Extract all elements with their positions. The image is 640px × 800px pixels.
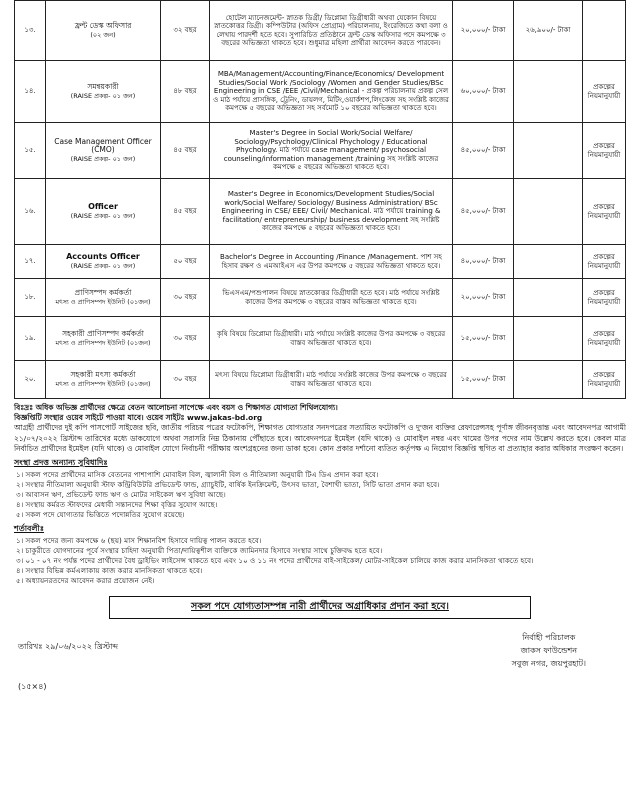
salary-max [514, 245, 583, 279]
salary-min: ৪৫,০০০/- টাকা [453, 123, 514, 179]
salary-min: ১৫,০০০/- টাকা [453, 361, 514, 399]
job-row [15, 1, 626, 61]
term-item: ১। সকল পদের জন্য কমপক্ষে ৬ (ছয়) মাস শিক্ষানবিশ হিসাবে দায়িত্ব পালন করতে হবে। [16, 536, 262, 546]
job-row [15, 279, 626, 317]
terms-title: শর্তাবলীঃ [14, 524, 45, 534]
serial-number: ২০. [15, 361, 46, 399]
signatory-title: নির্বাহী পরিচালক [522, 633, 576, 643]
post-name-cell [46, 361, 161, 399]
age-limit: ৪৮ বছর [161, 61, 210, 123]
post-name: প্রাণিসম্পদ কর্মকর্তা [74, 288, 132, 298]
post-name-cell [46, 123, 161, 179]
job-row [15, 61, 626, 123]
job-row [15, 245, 626, 279]
post-name-cell [46, 245, 161, 279]
serial-number: ১৫. [15, 123, 46, 179]
post-name-cell [46, 317, 161, 361]
salary-max [514, 123, 583, 179]
post-count: মৎস্য ও প্রাণিসম্পদ ইউনিট (০১জন) [55, 338, 151, 347]
qualification: Master's Degree in Economics/Development Studies/Social work/Social Welfare/ Sociology/ Business Administration/ BSc Engineering in CSE/ EEE/ Civil/ Mechanical. মাঠ পর্যায়ে training & facilitation/ entrepreneurship/ business development সহ সংশ্লিষ্ট কাজের কমপক্ষে ৫ বছরের অভিজ্ঞতা থাকতে হবে। [210, 179, 453, 245]
project-rule: প্রকল্পের নিয়মানুযায়ী [583, 61, 626, 123]
post-name-cell [46, 61, 161, 123]
post-count: মৎস্য ও প্রাণিসম্পদ ইউনিট (০১জন) [55, 297, 151, 306]
qualification: মৎস্য বিষয়ে ডিপ্লোমা ডিগ্রীধারী। মাঠ পর্যায়ে সংশ্লিষ্ট কাজের উপর কমপক্ষে ৩ বছরের বাস্তব অভিজ্ঞতা থাকতে হবে। [210, 361, 453, 399]
organization-address: সবুজ নগর, জয়পুরহাট। [511, 659, 586, 669]
benefit-item: ৪। সংস্থায় কর্মরত স্টাফদের মেধাবী সন্তানদের শিক্ষা বৃত্তির সুযোগ আছে। [16, 500, 218, 510]
notice-line-2: বিজ্ঞপ্তিটি সংস্থার ওয়েব সাইটে পাওয়া যাবে। ওয়েব সাইটঃ www.jakas-bd.org [14, 413, 263, 423]
post-count: (০২ জন) [90, 30, 116, 39]
serial-number: ১৩. [15, 1, 46, 61]
job-row [15, 317, 626, 361]
post-count: (RAISE প্রকল্প- ০১ জন) [70, 211, 136, 220]
post-count: (RAISE প্রকল্প- ০১ জন) [70, 154, 136, 163]
ad-code: (১৫×৪) [18, 682, 47, 692]
signatory-block [512, 631, 586, 670]
project-rule: প্রকল্পের নিয়মানুযায়ী [583, 179, 626, 245]
serial-number: ১৭. [15, 245, 46, 279]
post-name: সহকারী প্রাণিসম্পদ কর্মকর্তা [62, 329, 144, 339]
project-rule [583, 1, 626, 61]
serial-number: ১৯. [15, 317, 46, 361]
age-limit: ৪৫ বছর [161, 179, 210, 245]
job-row [15, 179, 626, 245]
salary-min: ৪৫,০০০/- টাকা [453, 179, 514, 245]
qualification: ভিএসএম/পশুপালন বিষয়ে স্নাতকোত্তর ডিগ্রীধারী হতে হবে। মাঠ পর্যায়ে সংশ্লিষ্ট কাজের উপর কমপক্ষে ৩ বছরের বাস্তব অভিজ্ঞতা থাকতে হবে। [210, 279, 453, 317]
post-count: মৎস্য ও প্রাণিসম্পদ ইউনিট (০১জন) [55, 379, 151, 388]
project-rule: প্রকল্পের নিয়মানুযায়ী [583, 279, 626, 317]
qualification: Bachelor's Degree in Accounting /Finance /Management. পাশ সহ হিসাব রক্ষণ ও এমআইএস এর উপর কমপক্ষে ৫ বছরের অভিজ্ঞতা থাকতে হবে। [210, 245, 453, 279]
organization-name: জাকস ফাউন্ডেশন [520, 646, 578, 656]
post-count: (RAISE প্রকল্প- ০১ জন) [70, 91, 136, 100]
salary-max [514, 61, 583, 123]
post-name: Case Management Officer (CMO) [54, 136, 152, 155]
age-limit: ৩০ বছর [161, 317, 210, 361]
women-priority-note: সকল পদে যোগ্যতাসম্পন্ন নারী প্রার্থীদের অগ্রাধিকার প্রদান করা হবে। [109, 596, 531, 619]
salary-max [514, 317, 583, 361]
age-limit: ৩০ বছর [161, 279, 210, 317]
post-name-cell [46, 179, 161, 245]
salary-max [514, 179, 583, 245]
job-notice-page [14, 0, 626, 693]
age-limit: ৪৫ বছর [161, 123, 210, 179]
term-item: ৪। সংস্থার বিভিন্ন কর্মএলাকায় কাজ করার মানসিকতা থাকতে হবে। [16, 566, 203, 576]
benefit-item: ২। সংস্থার নীতিমালা অনুযায়ী স্টাফ কন্ট্রিবিউটরি প্রভিডেন্ট ফান্ড, গ্র্যাচুইটি, বার্ষিক ইনক্রিমেন্ট, উৎসব ভাতা, বৈশাখী ভাতা, সিটি ভাতা প্রদান করা হবে। [16, 480, 440, 490]
serial-number: ১৮. [15, 279, 46, 317]
project-rule: প্রকল্পের নিয়মানুযায়ী [583, 361, 626, 399]
qualification: হোটেল ম্যানেজমেন্ট- স্নাতক ডিগ্রী/ ডিপ্লোমা ডিগ্রীধারী অথবা যেকোন বিষয়ে স্নাতকোত্তর ডিগ্রী। কম্পিউটার (অফিস প্রোগ্রাম) পরিচালনায়, ইংরেজিতে কথা বলা ও লেখায় পারদর্শী হতে হবে। সুপারিচিত প্রতিষ্ঠানে ফ্রন্ট ডেস্ক অফিসার পদে কমপক্ষে ৩ বছরের অভিজ্ঞতা থাকতে হবে। শুধুমাত্র মহিলা প্রার্থীরা আবেদন করতে পারবেন। [210, 1, 453, 61]
notice-line-1: বিঃদ্রঃ অধিক অভিজ্ঞ প্রার্থীদের ক্ষেত্রে বেতন আলোচনা সাপেক্ষে এবং বয়স ও শিক্ষাগত যোগ্যতা শিথিলযোগ্য। [14, 403, 338, 412]
job-row [15, 123, 626, 179]
salary-max: ২৬,৯০০/- টাকা [514, 1, 583, 61]
salary-min: ২০,০০০/- টাকা [453, 1, 514, 61]
term-item: ২। চাকুরীতে যোগদানের পূর্বে সংস্থার চাহিদা অনুযায়ী পিতা/দায়িত্বশীল ব্যক্তিকে জামিনদার হিসাবে সংস্থার সাথে চুক্তিবদ্ধ হতে হবে। [16, 546, 383, 556]
term-item: ৫। অধ্যায়নরতদের আবেদন করার প্রয়োজন নেই। [16, 576, 155, 586]
qualification: কৃষি বিষয়ে ডিপ্লোমা ডিগ্রীধারী। মাঠ পর্যায়ে সংশ্লিষ্ট কাজের উপর কমপক্ষে ৩ বছরের বাস্তব অভিজ্ঞতা থাকতে হবে। [210, 317, 453, 361]
salary-max [514, 279, 583, 317]
serial-number: ১৪. [15, 61, 46, 123]
post-name-cell [46, 1, 161, 61]
post-name: Accounts Officer [66, 252, 140, 262]
project-rule: প্রকল্পের নিয়মানুযায়ী [583, 123, 626, 179]
salary-max [514, 361, 583, 399]
project-rule: প্রকল্পের নিয়মানুযায়ী [583, 317, 626, 361]
notice-block [14, 403, 626, 454]
post-name: Officer [88, 202, 118, 212]
terms-list [14, 536, 626, 586]
signature-area [14, 623, 626, 693]
serial-number: ১৬. [15, 179, 46, 245]
salary-min: ৪০,০০০/- টাকা [453, 245, 514, 279]
salary-min: ৬০,০০০/- টাকা [453, 61, 514, 123]
age-limit: ৫০ বছর [161, 245, 210, 279]
post-count: (RAISE প্রকল্প- ০১ জন) [70, 261, 136, 270]
apply-instructions: আগ্রহী প্রার্থীদের দুই কপি পাসপোর্ট সাইজের ছবি, জাতীয় পরিচয় পত্রের ফটোকপি, শিক্ষাগত যোগ্যতার সনদপত্রের সত্যায়িত ফটোকপি ও দু'জন ব্যক্তির রেফারেন্সসহ পূর্ণাঙ্গ জীবনবৃত্তান্ত এবং আবেদনপত্র আগামী ২১/০৭/২০২২ খ্রিস্টাব্দ তারিখের মধ্যে ডাকযোগে অথবা সরাসরি নিম্ন ঠিকানায় পৌঁছাতে হবে। আবেদনপত্রে ইমেইল (যদি থাকে) ও মোবাইল নম্বর এবং খামের উপর পদের নাম উল্লেখ করতে হবে। কেবল মাত্র নির্বাচিত প্রার্থীদের ইমেইল (যদি থাকে) ও মোবাইল যোগে নির্বাচনী পরীক্ষায় অংশগ্রহনের জন্য ডাকা হবে। কোন প্রকার দর্শানো ব্যতিত কর্তৃপক্ষ এ নিয়োগ বিজ্ঞপ্তি স্থগিত বা প্রত্যাহার করার অধিকার সংরক্ষণ করেন। [14, 423, 626, 453]
post-name: ফ্রন্ট ডেস্ক অফিসার [74, 21, 132, 31]
benefits-list [14, 470, 626, 520]
age-limit: ৩২ বছর [161, 1, 210, 61]
notice-date: তারিখঃ ২৯/০৬/২০২২ খ্রিস্টাব্দ [18, 642, 119, 652]
project-rule: প্রকল্পের নিয়মানুযায়ী [583, 245, 626, 279]
post-name: সমন্বয়কারী [87, 82, 119, 92]
benefit-item: ৩। আবাসন ঋণ, প্রভিডেন্ট ফান্ড ঋণ ও মোটর সাইকেল ঋণ সুবিধা আছে। [16, 490, 226, 500]
salary-min: ১৫,০০০/- টাকা [453, 317, 514, 361]
post-name-cell [46, 279, 161, 317]
qualification: MBA/Management/Accounting/Finance/Economics/ Development Studies/Social Work /Sociology /Women and Gender Studies/BSc Engineering in CSE /EEE /Civil/Mechanical - প্রকল্প পরিচালনায় প্রকল্প সেল ও মাঠ পর্যায়ে প্রাসঙ্গিক, ট্রেনিং, ডায়লগ, মিটিং,ওয়ার্কশপ,লিংকেজ সহ সংশ্লিষ্ট কাজের কমপক্ষে ৫ বছরের অভিজ্ঞতা সহ সর্বমোট ১০ বছরের অভিজ্ঞতা থাকতে হবে। [210, 61, 453, 123]
benefits-title: সংস্থা প্রদত্ত অন্যান্য সুবিধাদিঃ [14, 458, 108, 468]
jobs-table [14, 0, 626, 399]
benefit-item: ১। সকল পদের প্রার্থীদের মাসিক বেতনের পাশাপাশি মোবাইল বিল, জ্বালানী বিল ও নীতিমালা অনুযায়ী টিএ ডিএ প্রদান করা হবে। [16, 470, 379, 480]
qualification: Master's Degree in Social Work/Social Welfare/ Sociology/Psychology/Clinical Phychology / Educational Phychology. মাঠ পর্যায়ে case management/ psychosocial counseling/information management /training সহ সংশ্লিষ্ট কাজের কমপক্ষে ৫ বছরের অভিজ্ঞতা থাকতে হবে। [210, 123, 453, 179]
salary-min: ২০,০০০/- টাকা [453, 279, 514, 317]
benefit-item: ৫। সকল পদে যোগ্যতার ভিত্তিতে পদোন্নতির সুযোগ রয়েছে। [16, 510, 185, 520]
post-name: সহকারী মৎস্য কর্মকর্তা [70, 370, 136, 380]
term-item: ৩। ০১ - ০৭ নং পর্যন্ত পদের প্রার্থীদের বৈধ ড্রাইভিং লাইসেন্স থাকতে হবে এবং ১০ ও ১১ নং পদের প্রার্থীদের বাই-সাইকেল/ মোটর-সাইকেল চালিয়ে কাজ করার মানসিকতা থাকতে হবে। [16, 556, 534, 566]
age-limit: ৩০ বছর [161, 361, 210, 399]
job-row [15, 361, 626, 399]
